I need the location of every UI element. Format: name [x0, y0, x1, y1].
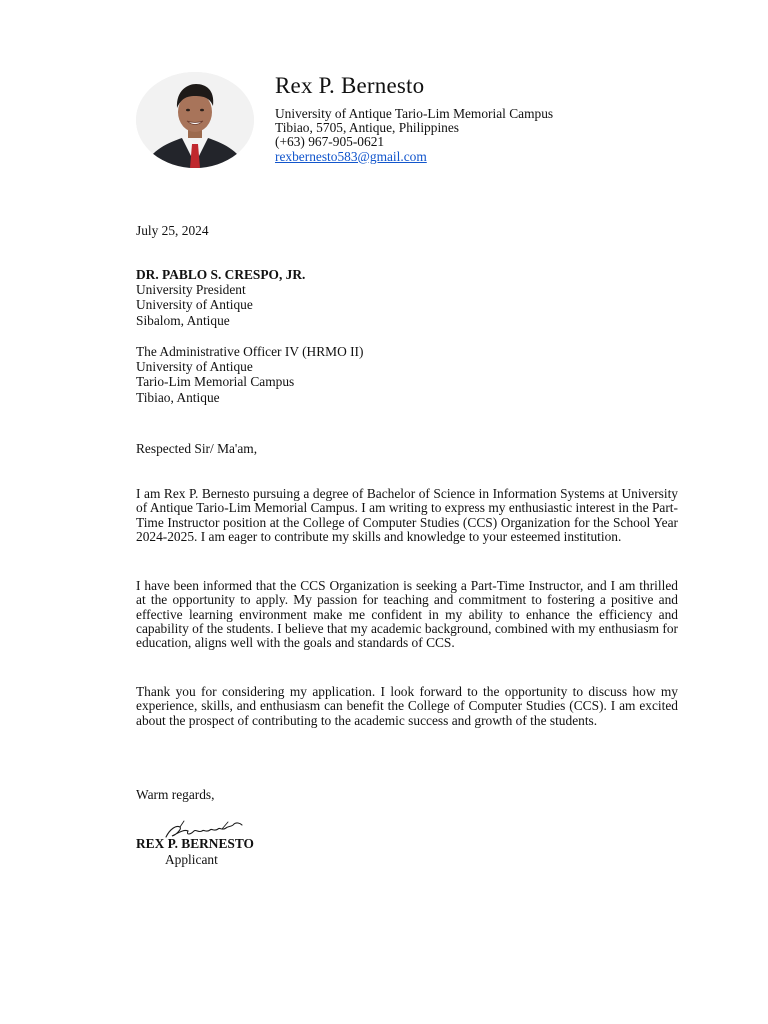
profile-photo	[136, 72, 254, 168]
recipient2-org: University of Antique	[136, 359, 253, 375]
salutation: Respected Sir/ Ma'am,	[136, 441, 258, 456]
sender-name: Rex P. Bernesto	[275, 73, 425, 98]
body-paragraph-3: Thank you for considering my application. I look forward to the opportunity to discuss how my experience, skills, and enthusiasm can benefit the College of Computer Studies (CCS). I am excited about the prospect of contributing to the academic success and growth of the students.	[136, 684, 678, 728]
body-paragraph-2: I have been informed that the CCS Organization is seeking a Part-Time Instructor, and I am thrilled at the opportunity to apply. My passion for teaching and commitment to fostering a positive and effective learning environment make me confident in my ability to enhance the efficiency and capability of the students. I believe that my academic background, combined with my enthusiasm for education, aligns well with the goals and standards of CCS.	[136, 578, 678, 651]
recipient2-campus: Tario-Lim Memorial Campus	[136, 374, 295, 390]
recipient-org: University of Antique	[136, 297, 253, 313]
body-paragraph-1: I am Rex P. Bernesto pursuing a degree of Bachelor of Science in Information Systems at University of Antique Tario-Lim Memorial Campus. I am writing to express my enthusiastic interest in the Part-Time Instructor position at the College of Computer Studies (CCS) Organization for the School Year 2024-2025. I am eager to contribute my skills and knowledge to your esteemed institution.	[136, 486, 678, 544]
recipient2-location: Tibiao, Antique	[136, 389, 220, 405]
recipient-block-president	[136, 267, 305, 328]
sender-address: Tibiao, 5705, Antique, Philippines	[275, 120, 460, 136]
sender-phone: (+63) 967-905-0621	[275, 134, 385, 150]
recipient-location: Sibalom, Antique	[136, 312, 230, 328]
sender-campus: University of Antique Tario-Lim Memorial Campus	[275, 106, 554, 121]
recipient-name: DR. PABLO S. CRESPO, JR.	[136, 267, 306, 282]
signer-role: Applicant	[165, 852, 218, 867]
recipient-block-hrmo	[136, 344, 363, 405]
sender-email-link[interactable]: rexbernesto583@gmail.com	[275, 148, 427, 164]
recipient-title: University President	[136, 282, 246, 298]
closing-phrase: Warm regards,	[136, 787, 215, 802]
recipient2-title: The Administrative Officer IV (HRMO II)	[136, 344, 364, 359]
signer-name: REX P. BERNESTO	[136, 836, 254, 851]
letter-date: July 25, 2024	[136, 223, 209, 238]
sender-contact-block	[275, 107, 553, 164]
